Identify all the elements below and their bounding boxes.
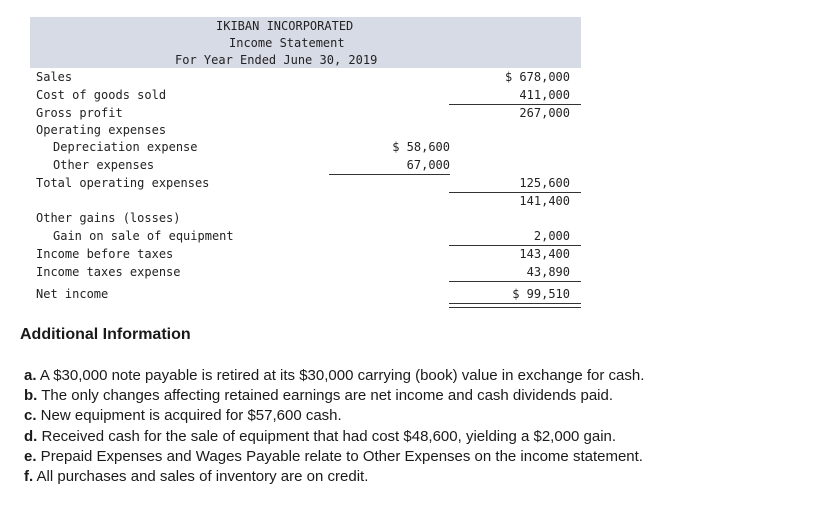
- row-value: 2,000: [533, 229, 570, 243]
- row-label: Income before taxes: [36, 247, 174, 261]
- row-value: 267,000: [519, 106, 570, 120]
- row-value: 67,000: [406, 158, 450, 172]
- double-underline: [449, 303, 581, 308]
- item-letter: c.: [24, 407, 37, 424]
- row-cogs: [30, 87, 582, 103]
- item-letter: e.: [24, 448, 37, 465]
- row-value: 411,000: [519, 88, 570, 102]
- row-gross-profit: [30, 105, 582, 121]
- row-label: Total operating expenses: [36, 176, 210, 190]
- row-value: 141,400: [519, 194, 570, 208]
- row-gain-on-sale: [30, 228, 582, 244]
- row-label: Depreciation expense: [53, 140, 198, 154]
- row-value: 43,890: [526, 265, 570, 279]
- item-text: Received cash for the sale of equipment that had cost $48,600, yielding a $2,000 gain.: [37, 428, 617, 445]
- row-subtotal: [30, 193, 582, 209]
- row-total-operating-expenses: [30, 175, 582, 191]
- row-label: Net income: [36, 287, 109, 301]
- item-text: A $30,000 note payable is retired at its $30,000 carrying (book) value in exchange for cash.: [36, 367, 645, 384]
- item-letter: a.: [24, 367, 37, 384]
- item-letter: f.: [24, 468, 34, 485]
- row-net-income: [30, 286, 582, 302]
- additional-item: [24, 386, 613, 406]
- row-value: $ 58,600: [392, 140, 450, 154]
- item-letter: d.: [24, 428, 38, 445]
- row-label: Other expenses: [53, 158, 155, 172]
- row-label: Sales: [36, 70, 73, 84]
- row-label: Gain on sale of equipment: [53, 229, 234, 243]
- row-label: Gross profit: [36, 106, 123, 120]
- statement-header: [30, 17, 581, 68]
- row-income-before-taxes: [30, 246, 582, 262]
- statement-period: For Year Ended June 30, 2019: [175, 53, 378, 67]
- row-depreciation: [30, 139, 582, 155]
- additional-item: [24, 427, 616, 447]
- row-income-taxes: [30, 264, 582, 280]
- row-value: $ 678,000: [504, 70, 570, 84]
- additional-item: [24, 447, 643, 467]
- row-operating-expenses: [30, 122, 582, 138]
- row-other-expenses: [30, 157, 582, 173]
- additional-item: [24, 467, 368, 487]
- item-text: All purchases and sales of inventory are on credit.: [33, 468, 369, 485]
- row-label: Operating expenses: [36, 123, 167, 137]
- item-text: The only changes affecting retained earnings are net income and cash dividends paid.: [37, 387, 614, 404]
- item-text: Prepaid Expenses and Wages Payable relate to Other Expenses on the income statement.: [36, 448, 643, 465]
- additional-info-title: Additional Information: [20, 326, 191, 343]
- item-text: New equipment is acquired for $57,600 cash.: [36, 407, 342, 424]
- row-label: Income taxes expense: [36, 265, 181, 279]
- row-sales: [30, 69, 582, 85]
- item-letter: b.: [24, 387, 38, 404]
- row-value: 143,400: [519, 247, 570, 261]
- additional-item: [24, 366, 644, 386]
- statement-title: Income Statement: [229, 36, 345, 50]
- row-label: Other gains (losses): [36, 211, 181, 225]
- additional-item: [24, 406, 342, 426]
- row-value: $ 99,510: [512, 287, 570, 301]
- row-other-gains: [30, 210, 582, 226]
- company-name: IKIBAN INCORPORATED: [216, 19, 354, 33]
- row-label: Cost of goods sold: [36, 88, 167, 102]
- row-value: 125,600: [519, 176, 570, 190]
- underline: [449, 281, 581, 282]
